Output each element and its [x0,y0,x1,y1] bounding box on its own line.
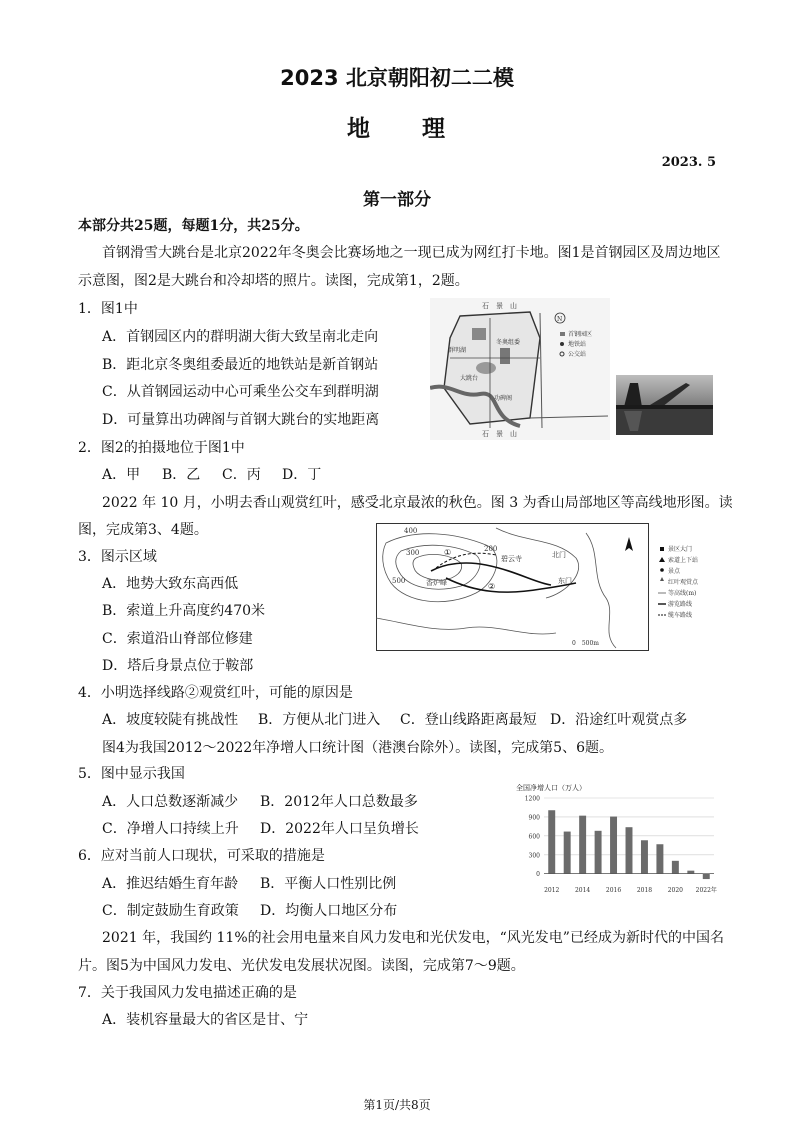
fig3-place-0: 北门 [552,551,566,559]
x-tick-label: 2016 [605,887,622,894]
fig3-legend-0: 景区大门 [668,546,693,553]
q4-option-c[interactable]: C．登山线路距离最短 [400,712,537,728]
q6-option-c[interactable]: C．制定鼓励生育政策 [102,903,239,919]
page-footer: 第1页/共8页 [363,1098,431,1112]
q6-option-d[interactable]: D．均衡人口地区分布 [260,903,398,919]
bar-2014 [579,816,586,874]
q5-option-b[interactable]: B．2012年人口总数最多 [260,794,418,810]
q3-option-b[interactable]: B．索道上升高度约470米 [102,603,266,619]
q4-option-a[interactable]: A．坡度较陡有挑战性 [102,712,239,728]
fig3-legend-3: 红叶观赏点 [668,579,699,586]
q3-option-c[interactable]: C．索道沿山脊部位修建 [102,631,253,647]
fig3-contour-3: 500 [392,577,406,585]
figure4-population-chart [510,780,724,898]
intro1-line1: 首钢滑雪大跳台是北京2022年冬奥会比赛场地之一现已成为网红打卡地。图1是首钢园区及周边地区 [102,245,721,261]
fig1-place-3: 功碑阁 [494,395,513,402]
fig1-legend-1: 地铁站 [568,341,587,348]
y-tick-label: 600 [528,833,540,841]
figure1-map [430,298,610,440]
q7-option-a[interactable]: A．装机容量最大的省区是甘、宁 [102,1012,309,1028]
q1-option-d[interactable]: D．可量算出功碑阁与首钢大跳台的实地距离 [102,412,380,428]
subject-title: 地 理 [347,116,447,142]
intro4-line2: 片。图5为中国风力发电、光伏发电发展状况图。读图，完成第7～9题。 [78,958,525,974]
fig3-legend-1: 索道上下站 [668,557,699,564]
q1-option-b[interactable]: B．距北京冬奥组委最近的地铁站是新首钢站 [102,357,379,373]
q5-option-a[interactable]: A．人口总数逐渐减少 [102,794,239,810]
bar-2016 [610,817,617,874]
q2-option-a[interactable]: A．甲 [102,467,141,483]
fig3-legend-4: 等高线(m) [668,590,697,597]
intro2-line1: 2022 年 10 月，小明去香山观赏红叶，感受北京最浓的秋色。图 3 为香山局部地区等高线地形图。读 [102,495,733,511]
q1-stem: 1．图1中 [78,301,138,317]
fig1-label-bottom: 石 景 山 [482,430,517,438]
q5-option-d[interactable]: D．2022年人口呈负增长 [260,821,419,837]
bar-2013 [564,832,571,874]
q1-option-c[interactable]: C．从首钢园运动中心可乘坐公交车到群明湖 [102,384,379,400]
part-heading: 第一部分 [363,190,431,210]
q3-option-a[interactable]: A．地势大致东高西低 [102,576,239,592]
q4-stem: 4．小明选择线路②观赏红叶，可能的原因是 [78,685,353,701]
figure2-photo [616,375,713,435]
q2-option-c[interactable]: C．丙 [222,467,261,483]
y-tick-label: 1200 [524,795,540,803]
fig3-route-1: ① [444,548,452,557]
q1-option-a[interactable]: A．首钢园区内的群明湖大街大致呈南北走向 [102,329,379,345]
fig3-legend-6: 缆车路线 [668,612,693,619]
fig3-route-2: ② [488,582,496,591]
fig1-place-0: 群明湖 [448,347,467,354]
intro2-line2: 图，完成第3、4题。 [78,522,208,538]
q2-stem: 2．图2的拍摄地位于图1中 [78,440,245,456]
fig3-scale: 0 500m [572,640,599,647]
fig3-legend-2: 景点 [668,568,681,575]
instructions: 本部分共25题，每题1分，共25分。 [78,218,309,234]
bar-2022 [703,874,710,879]
fig3-legend-5: 游览路线 [668,601,693,608]
bar-2019 [656,844,663,873]
bar-2017 [626,827,633,873]
fig1-legend-2: 公交站 [568,351,587,358]
fig1-label-top: 石 景 山 [482,302,517,310]
q3-stem: 3．图示区域 [78,549,157,565]
fig1-legend-0: 首钢园区 [568,331,593,338]
exam-date: 2023. 5 [661,155,716,170]
q7-stem: 7．关于我国风力发电描述正确的是 [78,985,297,1001]
q5-option-c[interactable]: C．净增人口持续上升 [102,821,239,837]
q3-option-d[interactable]: D．塔后身景点位于鞍部 [102,658,254,674]
chart-title: 全国净增人口（万人） [516,784,586,792]
fig3-place-1: 东门 [558,577,572,585]
q2-option-b[interactable]: B．乙 [162,467,201,483]
fig3-contour-2: 200 [484,545,498,553]
fig1-place-1: 冬奥组委 [496,339,521,346]
x-tick-label: 2018 [636,887,653,894]
x-tick-label: 2012 [544,887,560,894]
bar-2020 [672,861,679,874]
intro4-line1: 2021 年，我国约 11%的社会用电量来自风力发电和光伏发电，“风光发电”已经成为新时代的中国名 [102,930,724,946]
y-tick-label: 0 [536,871,540,879]
q2-option-d[interactable]: D．丁 [282,467,322,483]
q4-option-d[interactable]: D．沿途红叶观赏点多 [550,712,688,728]
fig3-place-2: 香炉峰 [426,579,447,587]
exam-title: 2023 北京朝阳初二二模 [280,66,514,90]
y-tick-label: 300 [528,852,540,860]
x-tick-label: 2022年 [695,887,717,894]
x-tick-label: 2020 [667,887,684,894]
q6-option-b[interactable]: B．平衡人口性别比例 [260,876,397,892]
fig1-place-2: 大跳台 [460,375,479,382]
intro1-line2: 示意图，图2是大跳台和冷却塔的照片。读图，完成第1，2题。 [78,273,469,289]
bar-2015 [595,831,602,874]
bar-2021 [687,871,694,874]
svg-text:N: N [557,316,563,323]
bar-2012 [548,810,555,873]
q6-stem: 6．应对当前人口现状，可采取的措施是 [78,848,325,864]
q5-stem: 5．图中显示我国 [78,766,185,782]
intro3: 图4为我国2012～2022年净增人口统计图（港澳台除外）。读图，完成第5、6题。 [102,740,613,756]
bar-2018 [641,840,648,873]
q4-option-b[interactable]: B．方便从北门进入 [258,712,381,728]
x-tick-label: 2014 [574,887,591,894]
fig3-place-3: 碧云寺 [501,555,522,563]
fig3-contour-1: 300 [406,549,420,557]
y-tick-label: 900 [528,814,540,822]
figure3-contour-map [376,523,716,651]
q6-option-a[interactable]: A．推迟结婚生育年龄 [102,876,239,892]
fig3-contour-0: 400 [404,527,418,535]
